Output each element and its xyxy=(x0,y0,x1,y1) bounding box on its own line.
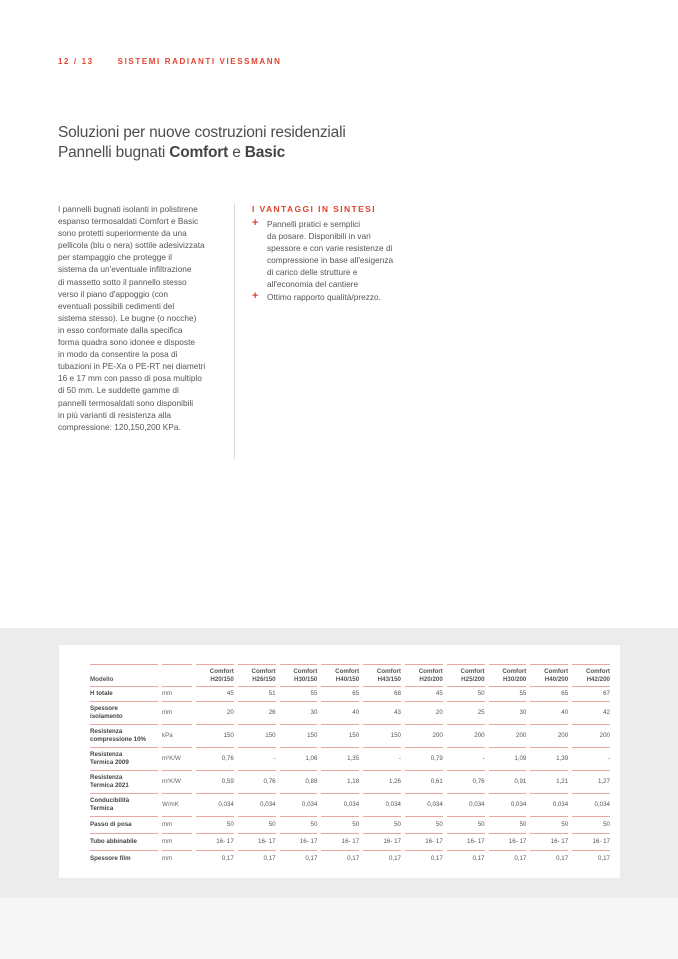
table-cell: 0,79 xyxy=(405,747,443,770)
intro-line: pannelli termosaldati sono disponibili xyxy=(58,397,194,408)
title-and: e xyxy=(228,144,245,161)
table-cell: 50 xyxy=(572,816,610,833)
intro-line: in più varianti di resistenza alla xyxy=(58,409,171,420)
table-cell: 1,27 xyxy=(572,770,610,793)
table-cell: - xyxy=(363,747,401,770)
column-header-line: Comfort xyxy=(376,668,401,675)
row-unit: mm xyxy=(162,816,192,833)
column-header xyxy=(238,664,276,686)
table-cell: 0,17 xyxy=(405,850,443,867)
table-cell: 50 xyxy=(489,816,527,833)
table-cell: 45 xyxy=(405,686,443,701)
row-unit: m²K/W xyxy=(162,747,192,770)
table-cell: 0,17 xyxy=(530,850,568,867)
row-label xyxy=(90,833,158,850)
intro-line: eventuali possibili cedimenti del xyxy=(58,300,175,311)
column-header-line: H20/150 xyxy=(210,676,234,683)
table-cell: 150 xyxy=(238,724,276,747)
spec-table-card xyxy=(59,645,620,878)
row-label xyxy=(90,816,158,833)
table-cell: 0,61 xyxy=(405,770,443,793)
intro-line: forma quadra sono idonee e disposte xyxy=(58,337,195,348)
row-unit: mm xyxy=(162,701,192,724)
row-label-line: Resistenza xyxy=(90,728,123,735)
column-header xyxy=(196,664,234,686)
row-label xyxy=(90,770,158,793)
row-label-line: isolamento xyxy=(90,713,123,720)
table-cell: 16- 17 xyxy=(489,833,527,850)
table-row xyxy=(90,816,610,833)
table-row xyxy=(90,747,610,770)
table-cell: 0,034 xyxy=(530,793,568,816)
table-cell: 43 xyxy=(363,701,401,724)
table-cell: 65 xyxy=(530,686,568,701)
table-cell: 67 xyxy=(572,686,610,701)
table-cell: 1,21 xyxy=(530,770,568,793)
table-cell: - xyxy=(447,747,485,770)
brand-comfort: Comfort xyxy=(169,144,229,161)
table-row xyxy=(90,850,610,867)
table-cell: 50 xyxy=(196,816,234,833)
column-header-line: Comfort xyxy=(502,668,527,675)
table-cell: 0,034 xyxy=(572,793,610,816)
plus-icon: + xyxy=(252,289,259,302)
advantage-line: Ottimo rapporto qualità/prezzo. xyxy=(267,291,381,302)
section-title: SISTEMI RADIANTI VIESSMANN xyxy=(117,57,282,66)
intro-line: verso il piano d'appoggio (con xyxy=(58,288,168,299)
table-cell: 50 xyxy=(447,686,485,701)
table-cell: 16- 17 xyxy=(238,833,276,850)
column-header xyxy=(363,664,401,686)
table-cell: 16- 17 xyxy=(321,833,359,850)
column-header-line: Comfort xyxy=(335,668,360,675)
row-label xyxy=(90,850,158,867)
intro-line: sistema stesso). Le bugne (o nocche) xyxy=(58,312,197,323)
table-cell: 0,034 xyxy=(363,793,401,816)
column-header xyxy=(489,664,527,686)
table-cell: 0,034 xyxy=(196,793,234,816)
table-cell: 200 xyxy=(530,724,568,747)
table-cell: 200 xyxy=(572,724,610,747)
advantage-line: all'economia del cantiere xyxy=(267,279,359,290)
table-row xyxy=(90,793,610,816)
table-row xyxy=(90,686,610,701)
column-header-line: H30/200 xyxy=(502,676,527,683)
table-cell: 16- 17 xyxy=(280,833,318,850)
column-header xyxy=(405,664,443,686)
table-cell: 0,034 xyxy=(405,793,443,816)
intro-line: per stampaggio che protegge il xyxy=(58,252,172,263)
title-line-2 xyxy=(58,143,346,163)
table-cell: 150 xyxy=(280,724,318,747)
row-unit: m²K/W xyxy=(162,770,192,793)
table-cell: 0,17 xyxy=(447,850,485,867)
table-cell: 0,17 xyxy=(572,850,610,867)
intro-line: compressione: 120,150,200 KPa. xyxy=(58,421,181,432)
table-cell: 0,17 xyxy=(238,850,276,867)
table-cell: 40 xyxy=(321,701,359,724)
table-cell: 1,06 xyxy=(280,747,318,770)
row-label-line: Termica 2009 xyxy=(90,759,129,766)
column-header xyxy=(530,664,568,686)
plus-icon: + xyxy=(252,217,259,229)
row-label xyxy=(90,724,158,747)
table-row xyxy=(90,724,610,747)
table-cell: 50 xyxy=(321,816,359,833)
column-header-line: Comfort xyxy=(544,668,569,675)
advantage-item xyxy=(252,291,422,303)
intro-line: tubazioni in PE-Xa o PE-RT nei diametri xyxy=(58,361,206,372)
table-cell: 25 xyxy=(447,701,485,724)
table-cell: 50 xyxy=(405,816,443,833)
row-label xyxy=(90,686,158,701)
column-header-line: H40/200 xyxy=(544,676,569,683)
header-model-label: Modello xyxy=(90,664,158,686)
table-cell: 0,91 xyxy=(489,770,527,793)
table-cell: 150 xyxy=(196,724,234,747)
table-cell: 42 xyxy=(572,701,610,724)
intro-line: in esso conformate dalla specifica xyxy=(58,324,183,335)
row-unit: W/mK xyxy=(162,793,192,816)
row-label-line: Tubo abbinabile xyxy=(90,838,137,845)
column-header-line: H40/150 xyxy=(335,676,360,683)
column-header xyxy=(572,664,610,686)
table-cell: 200 xyxy=(447,724,485,747)
title-line-1: Soluzioni per nuove costruzioni residenziali xyxy=(58,124,346,141)
table-cell: - xyxy=(572,747,610,770)
table-row xyxy=(90,701,610,724)
advantages-list xyxy=(252,218,422,303)
intro-line: pellicola (blu o nera) sottile adesivizzata xyxy=(58,240,205,251)
advantage-line: da posare. Disponibili in vari xyxy=(267,231,371,242)
header-unit-cell xyxy=(162,664,192,686)
column-header-line: Comfort xyxy=(209,668,234,675)
intro-line: in modo da consentire la posa di xyxy=(58,349,178,360)
column-header-line: H30/150 xyxy=(293,676,318,683)
intro-line: sono protetti superiormente da una xyxy=(58,228,187,239)
table-cell: 16- 17 xyxy=(363,833,401,850)
table-cell: 1,09 xyxy=(489,747,527,770)
table-cell: 0,034 xyxy=(321,793,359,816)
table-cell: 150 xyxy=(363,724,401,747)
column-header xyxy=(447,664,485,686)
advantages-title: I VANTAGGI IN SINTESI xyxy=(252,204,377,214)
row-label-line: Termica xyxy=(90,805,114,812)
column-header xyxy=(321,664,359,686)
table-cell: 50 xyxy=(447,816,485,833)
table-row xyxy=(90,833,610,850)
row-unit: mm xyxy=(162,686,192,701)
table-cell: 68 xyxy=(363,686,401,701)
table-cell: 0,59 xyxy=(196,770,234,793)
intro-line: di massetto sotto il pannello stesso xyxy=(58,276,187,287)
table-cell: 30 xyxy=(280,701,318,724)
row-label xyxy=(90,793,158,816)
table-cell: 50 xyxy=(530,816,568,833)
table-cell: 20 xyxy=(196,701,234,724)
column-header-line: Comfort xyxy=(251,668,276,675)
row-unit: mm xyxy=(162,833,192,850)
table-header-row xyxy=(90,664,610,686)
column-header-line: H25/200 xyxy=(461,676,485,683)
page-header xyxy=(58,57,282,66)
table-cell: 1,39 xyxy=(530,747,568,770)
table-cell: 1,35 xyxy=(321,747,359,770)
table-cell: 200 xyxy=(405,724,443,747)
advantage-line: compressione in base all'esigenza xyxy=(267,255,394,266)
intro-line: di 50 mm. Le suddette gamme di xyxy=(58,385,179,396)
table-cell: 200 xyxy=(489,724,527,747)
advantage-line: Pannelli pratici e semplici xyxy=(267,219,361,229)
column-header-line: H20/200 xyxy=(419,676,443,683)
row-label-line: Conducibilità xyxy=(90,797,130,804)
table-cell: 0,17 xyxy=(321,850,359,867)
table-cell: 0,17 xyxy=(280,850,318,867)
table-cell: 0,76 xyxy=(447,770,485,793)
table-cell: - xyxy=(238,747,276,770)
intro-line: sistema da un'eventuale infiltrazione xyxy=(58,264,192,275)
advantage-line: spessore e con varie resistenze di xyxy=(267,243,393,254)
row-label-line: H totale xyxy=(90,690,113,697)
table-cell: 0,17 xyxy=(196,850,234,867)
column-header-line: H43/150 xyxy=(377,676,401,683)
page-title xyxy=(58,123,346,163)
table-cell: 55 xyxy=(489,686,527,701)
table-cell: 16- 17 xyxy=(405,833,443,850)
table-cell: 50 xyxy=(238,816,276,833)
table-cell: 51 xyxy=(238,686,276,701)
column-header-line: Comfort xyxy=(460,668,485,675)
column-header-line: H26/150 xyxy=(252,676,276,683)
table-cell: 0,034 xyxy=(238,793,276,816)
table-cell: 0,88 xyxy=(280,770,318,793)
row-label-line: Resistenza xyxy=(90,774,123,781)
column-header-line: Comfort xyxy=(418,668,443,675)
table-cell: 0,76 xyxy=(238,770,276,793)
table-cell: 0,17 xyxy=(363,850,401,867)
row-label-line: Termica 2021 xyxy=(90,782,129,789)
table-cell: 0,76 xyxy=(196,747,234,770)
row-unit: mm xyxy=(162,850,192,867)
title-prefix: Pannelli bugnati xyxy=(58,144,170,161)
table-cell: 0,034 xyxy=(280,793,318,816)
spec-table xyxy=(86,664,614,867)
footer-band xyxy=(0,898,678,959)
row-label xyxy=(90,701,158,724)
table-cell: 55 xyxy=(280,686,318,701)
row-label-line: compressione 10% xyxy=(90,736,147,743)
table-cell: 16- 17 xyxy=(572,833,610,850)
table-cell: 0,17 xyxy=(489,850,527,867)
table-cell: 30 xyxy=(489,701,527,724)
row-label-line: Spessore xyxy=(90,705,118,712)
brand-basic: Basic xyxy=(244,144,286,161)
row-label-line: Resistenza xyxy=(90,751,123,758)
table-cell: 20 xyxy=(405,701,443,724)
table-cell: 50 xyxy=(280,816,318,833)
table-cell: 1,26 xyxy=(363,770,401,793)
page-number: 12 / 13 xyxy=(58,57,94,66)
row-label xyxy=(90,747,158,770)
table-cell: 16- 17 xyxy=(530,833,568,850)
row-label-line: Spessore film xyxy=(90,855,131,862)
column-header-line: H42/200 xyxy=(586,676,610,683)
column-header xyxy=(280,664,318,686)
intro-line: espanso termosaldati Comfort e Basic xyxy=(58,216,199,227)
column-header-line: Comfort xyxy=(585,668,610,675)
table-cell: 0,034 xyxy=(489,793,527,816)
table-cell: 150 xyxy=(321,724,359,747)
intro-paragraph xyxy=(58,203,236,433)
column-header-line: Comfort xyxy=(293,668,318,675)
table-cell: 16- 17 xyxy=(196,833,234,850)
table-cell: 65 xyxy=(321,686,359,701)
table-cell: 26 xyxy=(238,701,276,724)
row-label-line: Passo di posa xyxy=(90,821,132,828)
advantage-item xyxy=(252,218,422,291)
table-cell: 0,034 xyxy=(447,793,485,816)
table-row xyxy=(90,770,610,793)
table-cell: 1,18 xyxy=(321,770,359,793)
column-divider xyxy=(234,203,235,459)
table-cell: 50 xyxy=(363,816,401,833)
table-cell: 40 xyxy=(530,701,568,724)
row-unit: kPa xyxy=(162,724,192,747)
table-cell: 45 xyxy=(196,686,234,701)
advantage-line: di carico delle strutture e xyxy=(267,267,358,278)
intro-line: 16 e 17 mm con passo di posa multiplo xyxy=(58,373,202,384)
table-cell: 16- 17 xyxy=(447,833,485,850)
intro-line: I pannelli bugnati isolanti in polistirene xyxy=(58,204,198,214)
